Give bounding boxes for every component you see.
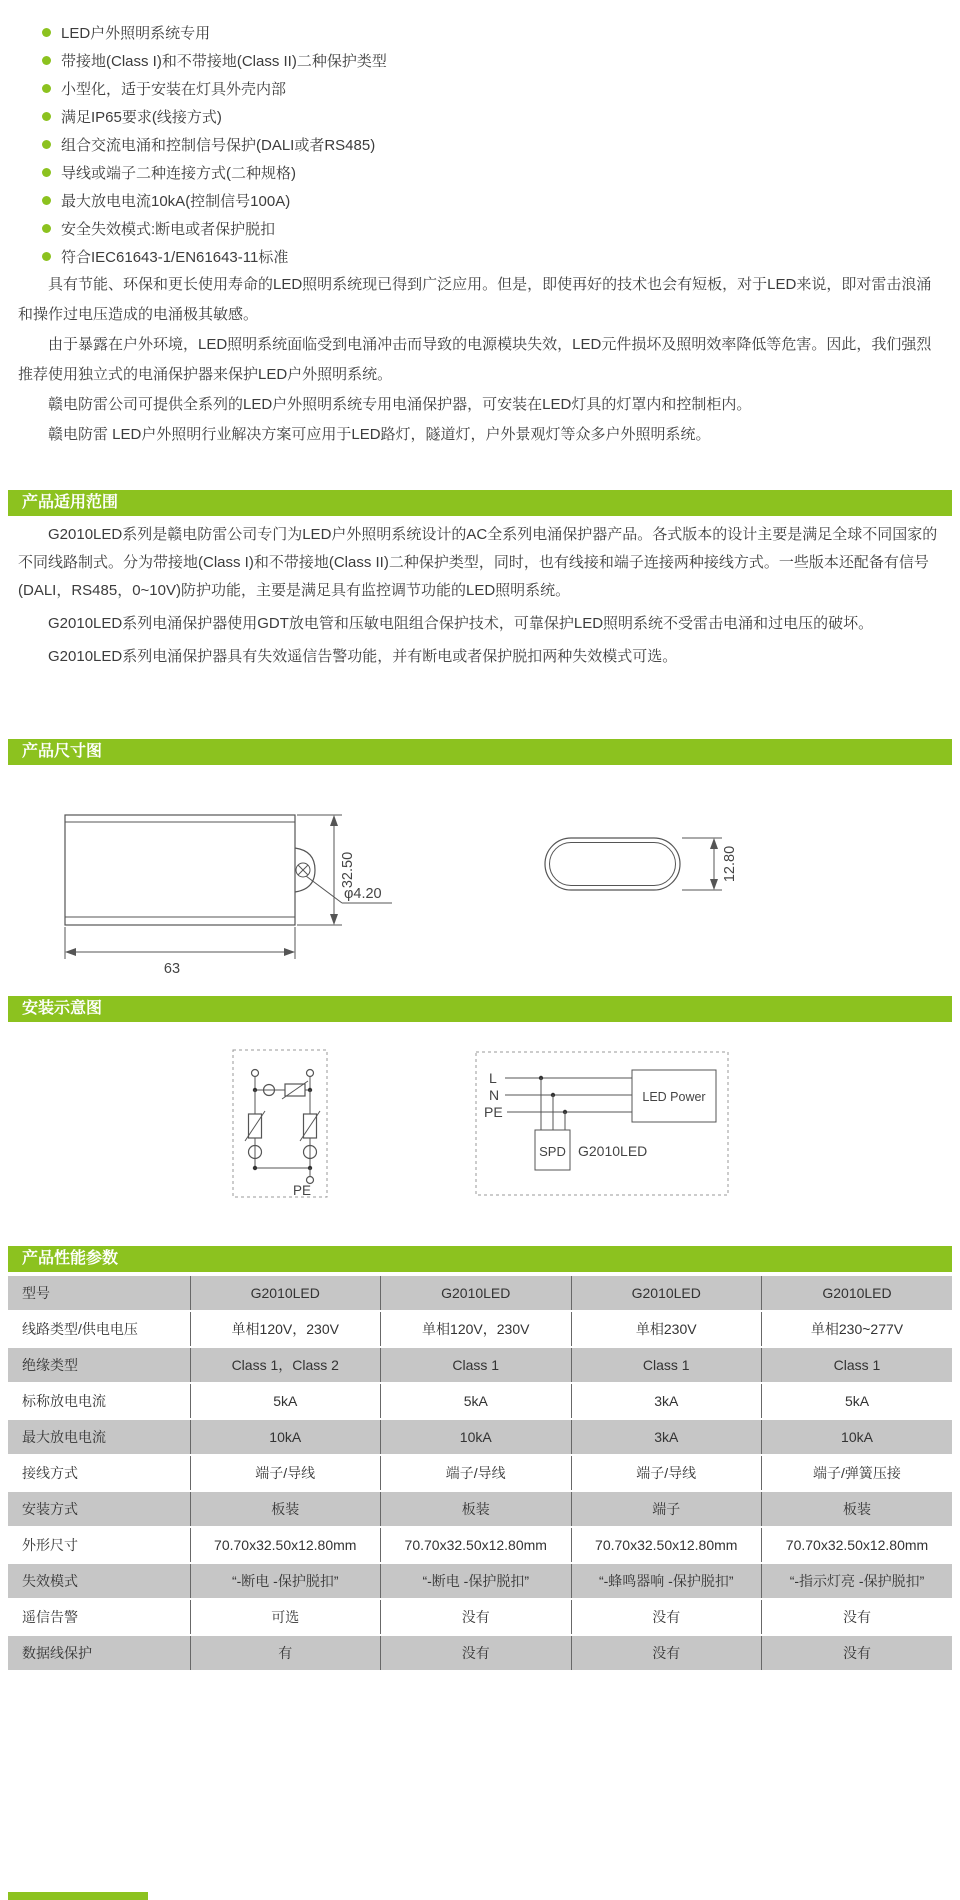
- intro-paragraph-1: 具有节能、环保和更长使用寿命的LED照明系统现已得到广泛应用。但是，即使再好的技术也会有短板，对于LED来说，即对雷击浪涌和操作过电压造成的电涌极其敏感。: [18, 276, 932, 323]
- table-row: [8, 1311, 952, 1347]
- spec-label: 安装方式: [8, 1491, 190, 1527]
- section-title: 产品尺寸图: [22, 743, 103, 760]
- feature-item: [42, 214, 387, 242]
- intro-paragraph-4: 赣电防雷 LED户外照明行业解决方案可应用于LED路灯，隧道灯，户外景观灯等众多户外照明系统。: [48, 426, 711, 443]
- spec-value: 端子/导线: [571, 1455, 762, 1491]
- spec-value: 没有: [381, 1635, 572, 1670]
- table-row: [8, 1419, 952, 1455]
- feature-text: 带接地(Class I)和不带接地(Class II)二种保护类型: [61, 52, 387, 70]
- section-title: 产品适用范围: [22, 494, 119, 511]
- spec-value: 10kA: [381, 1419, 572, 1455]
- line-label-pe: PE: [484, 1104, 503, 1120]
- feature-item: [42, 102, 387, 130]
- spec-value: 没有: [381, 1599, 572, 1635]
- terminal-icon: [252, 1070, 259, 1077]
- table-row: [8, 1383, 952, 1419]
- bullet-icon: [42, 112, 51, 121]
- table-row: [8, 1455, 952, 1491]
- bullet-icon: [42, 140, 51, 149]
- table-row: [8, 1527, 952, 1563]
- section-title: 产品性能参数: [22, 1250, 119, 1267]
- bullet-icon: [42, 56, 51, 65]
- section-title: 安装示意图: [22, 1000, 103, 1017]
- scope-text: [18, 521, 944, 676]
- table-row: [8, 1275, 952, 1311]
- feature-item: [42, 242, 387, 270]
- spec-value: G2010LED: [190, 1275, 381, 1311]
- spec-value: 端子/导线: [381, 1455, 572, 1491]
- line-label-l: L: [489, 1070, 497, 1086]
- bullet-icon: [42, 196, 51, 205]
- table-row: [8, 1635, 952, 1670]
- wiring-diagram: [476, 1052, 728, 1195]
- varistor-symbol: [282, 1081, 308, 1099]
- spec-value: 5kA: [381, 1383, 572, 1419]
- dim-width: [65, 927, 295, 977]
- spec-value: 端子/导线: [190, 1455, 381, 1491]
- bullet-icon: [42, 168, 51, 177]
- spec-label: 线路类型/供电电压: [8, 1311, 190, 1347]
- spec-label: 绝缘类型: [8, 1347, 190, 1383]
- specs-table: [8, 1274, 952, 1670]
- spec-value: 可选: [190, 1599, 381, 1635]
- feature-text: 小型化，适于安装在灯具外壳内部: [61, 80, 287, 98]
- spec-value: 没有: [762, 1599, 953, 1635]
- feature-text: LED户外照明系统专用: [61, 24, 211, 42]
- spec-value: 单相230V: [571, 1311, 762, 1347]
- spec-label: 最大放电电流: [8, 1419, 190, 1455]
- scope-paragraph-2: G2010LED系列电涌保护器使用GDT放电管和压敏电阻组合保护技术，可靠保护LED照明系统不受雷击电涌和过电压的破坏。: [48, 615, 874, 632]
- spec-value: 板装: [381, 1491, 572, 1527]
- section-header-scope: [8, 490, 952, 516]
- cropped-section-header: [8, 1892, 148, 1900]
- table-row: [8, 1347, 952, 1383]
- spec-value: 端子/弹簧压接: [762, 1455, 953, 1491]
- led-power-label: LED Power: [642, 1090, 706, 1104]
- feature-list: [42, 18, 387, 270]
- spec-value: 70.70x32.50x12.80mm: [571, 1527, 762, 1563]
- spec-value: 板装: [762, 1491, 953, 1527]
- side-view: [545, 838, 680, 890]
- feature-text: 安全失效模式:断电或者保护脱扣: [61, 220, 276, 238]
- spec-value: 3kA: [571, 1383, 762, 1419]
- bullet-icon: [42, 28, 51, 37]
- spec-value: Class 1: [571, 1347, 762, 1383]
- installation-diagrams: [0, 1040, 960, 1205]
- spec-value: “-断电 -保护脱扣”: [190, 1563, 381, 1599]
- spec-label: 外形尺寸: [8, 1527, 190, 1563]
- feature-item: [42, 158, 387, 186]
- dim-hole-label: φ4.20: [344, 886, 382, 902]
- feature-item: [42, 18, 387, 46]
- spec-value: G2010LED: [571, 1275, 762, 1311]
- table-row: [8, 1563, 952, 1599]
- feature-text: 符合IEC61643-1/EN61643-11标准: [61, 248, 289, 266]
- spec-value: 70.70x32.50x12.80mm: [190, 1527, 381, 1563]
- section-header-installation: [8, 996, 952, 1022]
- spec-value: G2010LED: [762, 1275, 953, 1311]
- spec-label: 数据线保护: [8, 1635, 190, 1670]
- line-label-n: N: [489, 1087, 500, 1103]
- spec-value: Class 1: [381, 1347, 572, 1383]
- spec-value: “-指示灯亮 -保护脱扣”: [762, 1563, 953, 1599]
- varistor-symbol: [300, 1111, 320, 1141]
- dim-width-label: 63: [163, 961, 181, 977]
- dimension-drawing: [0, 765, 960, 1000]
- scope-paragraph-3: G2010LED系列电涌保护器具有失效遥信告警功能，并有断电或者保护脱扣两种失效模式可选。: [48, 648, 678, 665]
- spec-value: 单相120V，230V: [190, 1311, 381, 1347]
- spec-label: 型号: [8, 1275, 190, 1311]
- spec-value: 10kA: [762, 1419, 953, 1455]
- spec-label: 标称放电电流: [8, 1383, 190, 1419]
- section-header-specs: [8, 1246, 952, 1272]
- bullet-icon: [42, 84, 51, 93]
- dim-depth-label: 12.80: [722, 845, 738, 883]
- spec-value: 单相120V，230V: [381, 1311, 572, 1347]
- pe-terminal-label: PE: [293, 1183, 312, 1198]
- spec-label: 失效模式: [8, 1563, 190, 1599]
- spec-value: 没有: [571, 1599, 762, 1635]
- spec-value: 5kA: [762, 1383, 953, 1419]
- spec-value: 5kA: [190, 1383, 381, 1419]
- front-view: [65, 815, 315, 925]
- section-header-dimensions: [8, 739, 952, 765]
- spec-value: 10kA: [190, 1419, 381, 1455]
- feature-text: 满足IP65要求(线接方式): [61, 108, 222, 126]
- spec-value: 没有: [762, 1635, 953, 1670]
- scope-paragraph-1: G2010LED系列是赣电防雷公司专门为LED户外照明系统设计的AC全系列电涌保护器产品。各式版本的设计主要是满足全球不同国家的不同线路制式。分为带接地(Class I)和不带接地(Class II)二种保护类型，同时，也有线接和端子连接两种接线方式。一些版本还配备有信号(DALI，RS485，0~10V)防护功能，主要是满足具有监控调节功能的LED照明系统。: [18, 526, 938, 599]
- spec-value: Class 1: [762, 1347, 953, 1383]
- dim-height-label: 32.50: [340, 851, 356, 889]
- feature-item: [42, 74, 387, 102]
- intro-text: [18, 270, 944, 450]
- spec-value: 板装: [190, 1491, 381, 1527]
- feature-text: 导线或端子二种连接方式(二种规格): [61, 164, 296, 182]
- feature-item: [42, 46, 387, 74]
- spec-value: Class 1，Class 2: [190, 1347, 381, 1383]
- spd-label: SPD: [539, 1144, 566, 1159]
- intro-paragraph-3: 赣电防雷公司可提供全系列的LED户外照明系统专用电涌保护器，可安装在LED灯具的灯罩内和控制柜内。: [48, 396, 752, 413]
- terminal-icon: [307, 1070, 314, 1077]
- spec-value: “-断电 -保护脱扣”: [381, 1563, 572, 1599]
- spec-value: 70.70x32.50x12.80mm: [762, 1527, 953, 1563]
- table-row: [8, 1491, 952, 1527]
- table-row: [8, 1599, 952, 1635]
- feature-text: 最大放电电流10kA(控制信号100A): [61, 192, 291, 210]
- spec-value: 单相230~277V: [762, 1311, 953, 1347]
- spec-label: 遥信告警: [8, 1599, 190, 1635]
- feature-text: 组合交流电涌和控制信号保护(DALI或者RS485): [61, 136, 376, 154]
- mounting-ear: [295, 848, 315, 892]
- intro-paragraph-2: 由于暴露在户外环境，LED照明系统面临受到电涌冲击而导致的电源模块失效，LED元件损坏及照明效率降低等危害。因此，我们强烈推荐使用独立式的电涌保护器来保护LED户外照明系统。: [18, 336, 932, 383]
- spec-value: 有: [190, 1635, 381, 1670]
- spec-value: 没有: [571, 1635, 762, 1670]
- spec-value: “-蜂鸣器响 -保护脱扣”: [571, 1563, 762, 1599]
- mounting-hole-icon: [296, 863, 310, 877]
- dim-depth: [682, 838, 738, 890]
- bullet-icon: [42, 224, 51, 233]
- spec-value: 70.70x32.50x12.80mm: [381, 1527, 572, 1563]
- varistor-symbol: [245, 1111, 265, 1141]
- feature-item: [42, 130, 387, 158]
- spec-value: 端子: [571, 1491, 762, 1527]
- spec-value: 3kA: [571, 1419, 762, 1455]
- spec-value: G2010LED: [381, 1275, 572, 1311]
- circuit-schematic: [233, 1050, 327, 1198]
- spd-model-label: G2010LED: [578, 1143, 648, 1159]
- spec-label: 接线方式: [8, 1455, 190, 1491]
- bullet-icon: [42, 252, 51, 261]
- dim-height: [297, 815, 356, 925]
- feature-item: [42, 186, 387, 214]
